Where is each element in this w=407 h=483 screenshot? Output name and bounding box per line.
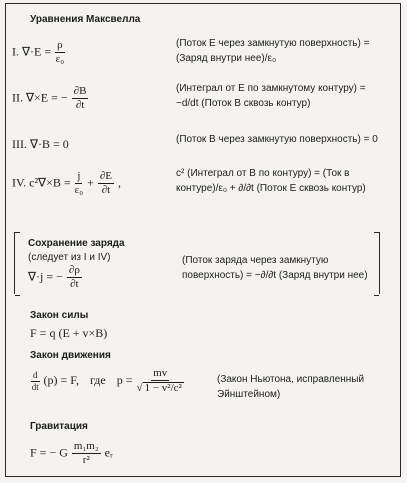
fraction-numerator: ∂E: [99, 170, 113, 182]
eq-number: IV.: [12, 175, 27, 190]
eq-fraction: [72, 86, 89, 111]
maxwell-eq-4: [12, 171, 121, 196]
maxwell-desc-2: (Интеграл от E по замкнутому контуру) = −d/dt (Поток B сквозь контур): [176, 83, 366, 109]
eq-lhs: ∇×E = −: [26, 90, 68, 105]
motion-eq: [30, 368, 185, 394]
conservation-title: Сохранение заряда: [28, 238, 125, 249]
fraction-numerator: ∂B: [73, 85, 87, 97]
eq-comma: ,: [118, 175, 122, 190]
p-lhs: p =: [116, 372, 133, 387]
eq-fraction: [55, 40, 65, 65]
conservation-desc: (Поток заряда через замкнутую поверхность) = −∂/∂t (Заряд внутри нее): [182, 255, 368, 281]
eq-lhs-rest: (p) = F,: [43, 372, 79, 387]
eq-fraction: [67, 265, 82, 290]
fraction-denominator: ∂t: [101, 184, 111, 196]
maxwell-desc-3: (Поток B через замкнутую поверхность) = 0: [176, 134, 378, 145]
fraction-numerator: m₁m₂: [73, 440, 99, 452]
fraction-denominator: ε₀: [74, 184, 84, 196]
eq-fraction: [31, 371, 40, 392]
fraction-denominator: ∂t: [70, 278, 79, 290]
sqrt-radicand: 1 − v²/c²: [144, 382, 182, 394]
maxwell-eq-2: [12, 86, 89, 111]
fraction-denominator: ∂t: [75, 99, 85, 111]
eq-fraction: [72, 441, 101, 466]
eq-lhs: ∇·j = −: [28, 269, 63, 284]
force-title: Закон силы: [30, 310, 89, 321]
conservation-subtitle: (следует из I и IV): [28, 252, 111, 263]
eq-plus: +: [87, 175, 94, 190]
fraction-numerator: d: [33, 369, 38, 380]
fraction-numerator: ∂ρ: [68, 264, 80, 276]
fraction-denominator: r²: [82, 454, 90, 466]
p-fraction: [137, 368, 184, 394]
motion-desc: (Закон Ньютона, исправленный Эйнштейном): [217, 374, 365, 400]
eq-number: I.: [12, 44, 19, 59]
gravity-eq: [30, 441, 113, 466]
gravity-title: Гравитация: [30, 421, 88, 432]
eq-lhs: ∇·B = 0: [30, 137, 69, 151]
force-eq: F = q (E + v×B): [30, 326, 108, 340]
fraction-numerator: mv: [153, 367, 168, 379]
eq-lhs: c²∇×B =: [29, 175, 71, 190]
maxwell-eq-1: [12, 40, 66, 65]
eq-lhs: F = − G: [30, 445, 68, 460]
fraction-denominator: ε₀: [55, 53, 65, 65]
where-word: где: [89, 372, 106, 387]
fraction-numerator: j: [77, 170, 81, 182]
fraction-denominator: dt: [31, 381, 39, 392]
maxwell-eq-3: [12, 137, 69, 151]
maxwell-desc-1: (Поток E через замкнутую поверхность) = (Заряд внутри нее)/ε₀: [176, 38, 370, 64]
motion-title: Закон движения: [30, 350, 111, 361]
fraction-numerator: ρ: [57, 39, 63, 51]
eq-fraction: [75, 171, 83, 196]
eq-number: II.: [12, 90, 23, 105]
eq-lhs: ∇·E =: [22, 44, 52, 59]
eq-tail: eᵣ: [104, 445, 113, 460]
fraction-denominator: √ 1 − v²/c²: [136, 382, 182, 394]
eq-fraction-2: [98, 171, 114, 196]
eq-number: III.: [12, 137, 27, 151]
maxwell-desc-4: c² (Интеграл от B по контуру) = (Ток в контуре)/ε₀ + ∂/∂t (Поток E сквозь контур): [176, 168, 366, 194]
page-title: Уравнения Максвелла: [30, 14, 141, 25]
conservation-eq: [28, 265, 83, 290]
